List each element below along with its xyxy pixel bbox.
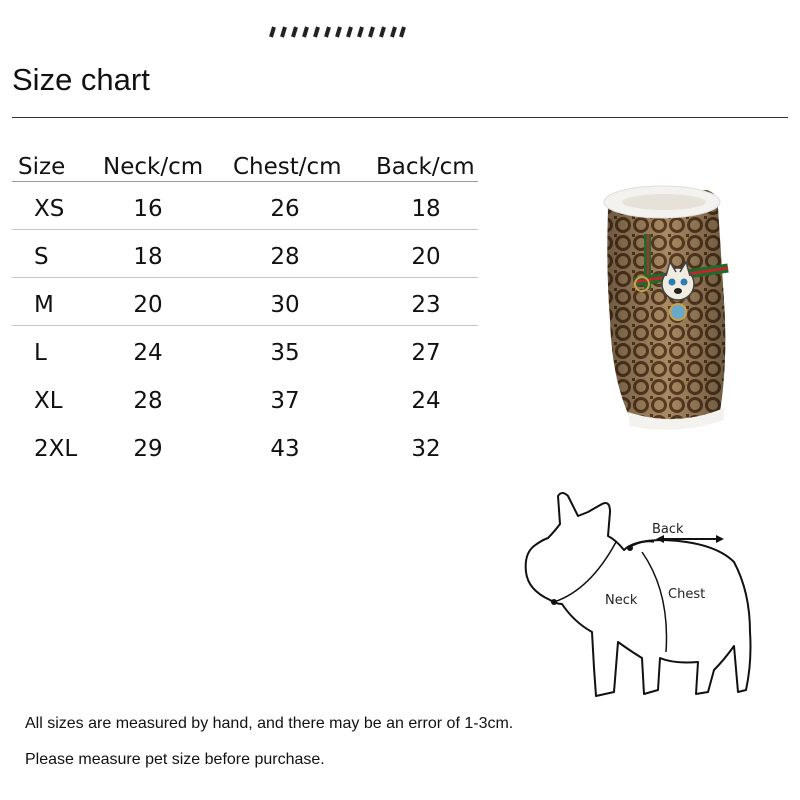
diagram-neck-label: Neck	[605, 593, 638, 608]
row-neck: 24	[133, 340, 163, 366]
row-back: 24	[411, 388, 441, 414]
header-back: Back/cm	[376, 154, 475, 180]
row-chest: 37	[270, 388, 300, 414]
table-row	[12, 422, 478, 470]
row-size: M	[34, 292, 54, 318]
row-neck: 20	[133, 292, 163, 318]
row-size: XS	[34, 196, 65, 222]
table-row	[12, 230, 478, 278]
row-size: S	[34, 244, 49, 270]
purchase-note: Please measure pet size before purchase.	[25, 751, 325, 768]
row-chest: 30	[270, 292, 300, 318]
row-back: 32	[411, 436, 441, 462]
row-size: XL	[34, 388, 63, 414]
table-header-row	[12, 150, 478, 182]
table-row	[12, 326, 478, 374]
row-neck: 29	[133, 436, 163, 462]
table-row	[12, 278, 478, 326]
row-neck: 28	[133, 388, 163, 414]
table-row	[12, 182, 478, 230]
row-back: 20	[411, 244, 441, 270]
title-divider	[12, 117, 788, 118]
row-chest: 35	[270, 340, 300, 366]
row-size: 2XL	[34, 436, 78, 462]
diagram-back-label: Back	[652, 522, 684, 537]
dog-outline-diagram	[514, 482, 764, 710]
hatch-divider-icon	[268, 26, 406, 38]
header-chest: Chest/cm	[233, 154, 342, 180]
size-table	[12, 150, 478, 470]
row-back: 23	[411, 292, 441, 318]
dog-sweater-image	[578, 180, 742, 442]
row-chest: 28	[270, 244, 300, 270]
row-back: 18	[411, 196, 441, 222]
table-row	[12, 374, 478, 422]
row-neck: 18	[133, 244, 163, 270]
row-neck: 16	[133, 196, 163, 222]
diagram-chest-label: Chest	[668, 587, 706, 602]
row-back: 27	[411, 340, 441, 366]
row-chest: 43	[270, 436, 300, 462]
row-size: L	[34, 340, 47, 366]
measurement-note: All sizes are measured by hand, and there may be an error of 1-3cm.	[25, 715, 514, 732]
row-chest: 26	[270, 196, 300, 222]
header-size: Size	[18, 154, 66, 180]
page-title: Size chart	[12, 62, 150, 97]
header-neck: Neck/cm	[103, 154, 204, 180]
